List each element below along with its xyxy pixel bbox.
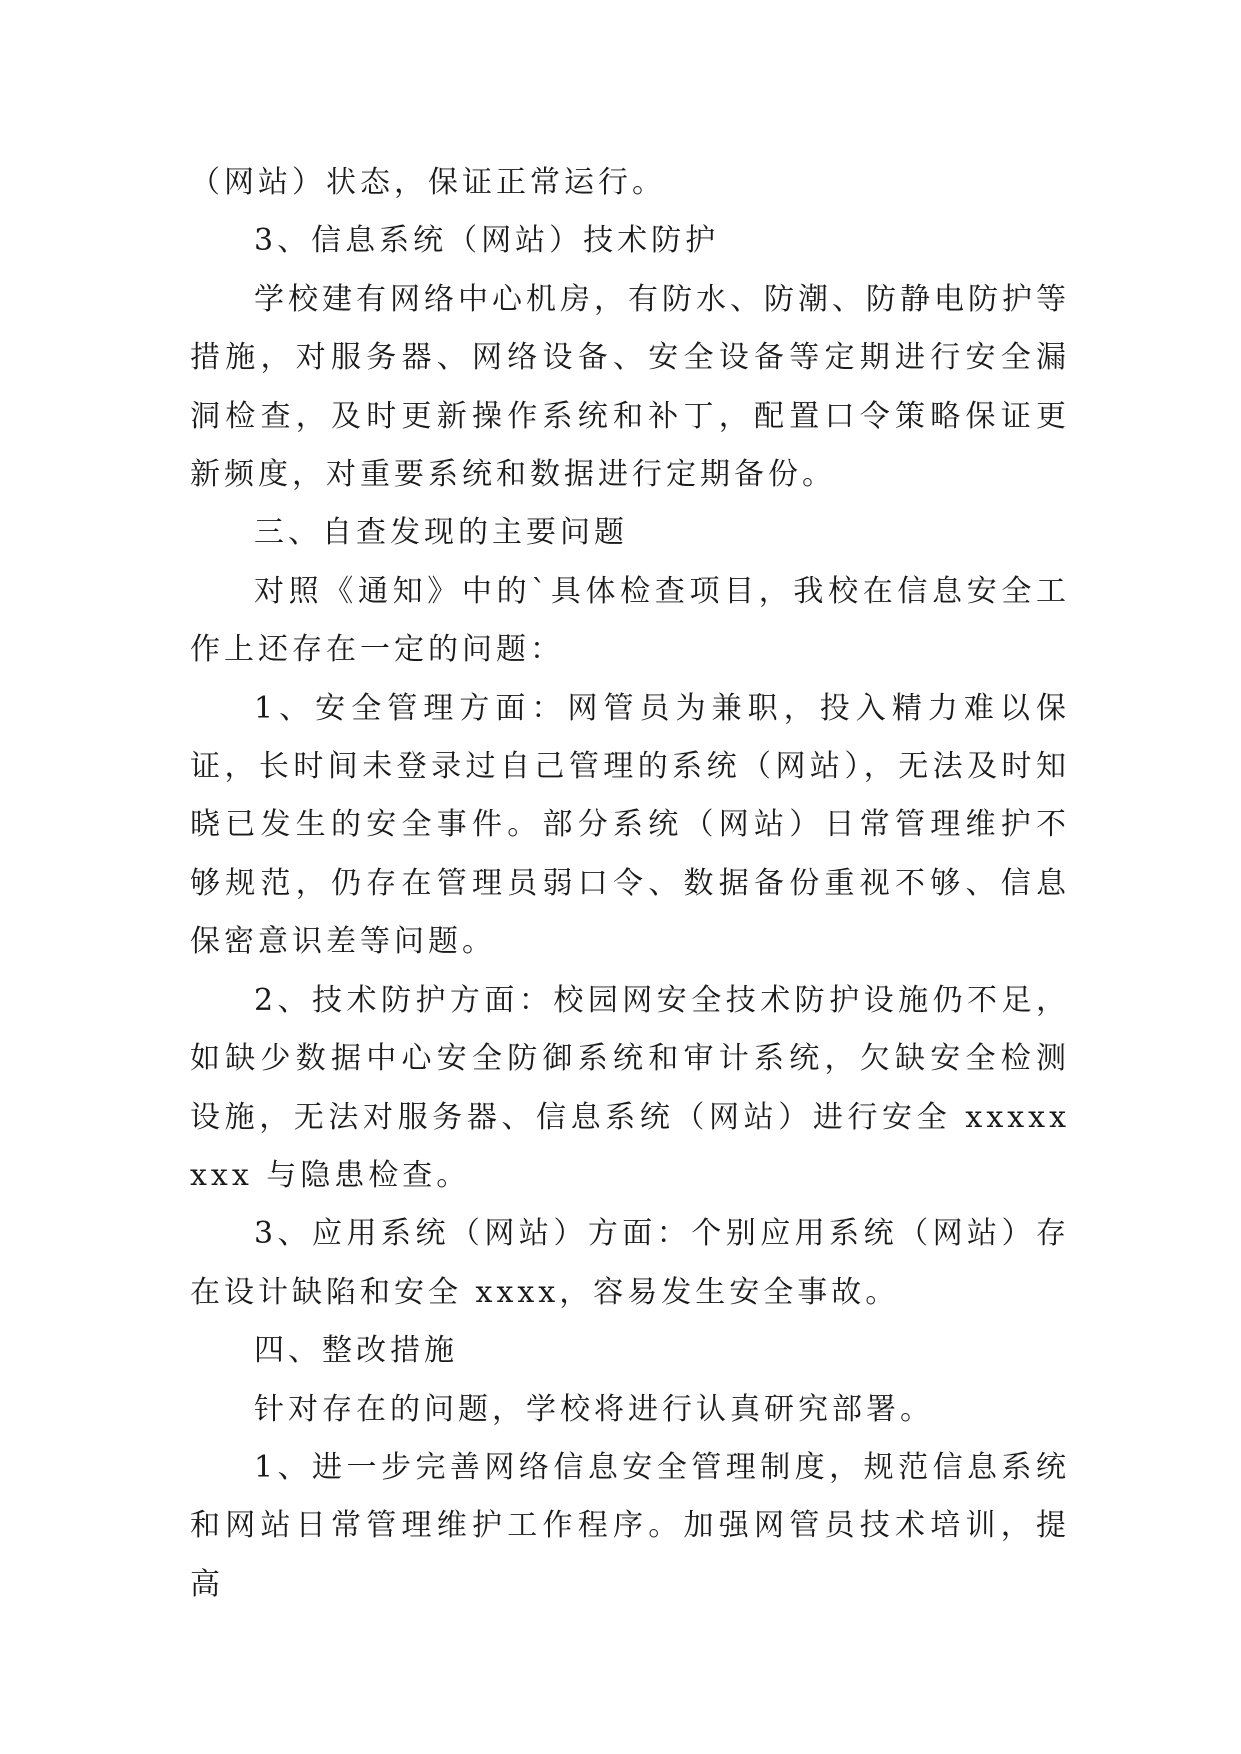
- paragraph-measure-1: 1、进一步完善网络信息安全管理制度，规范信息系统和网站日常管理维护工作程序。加强网管员技术培训，提高: [190, 1449, 1070, 1602]
- paragraph-problems-intro: 对照《通知》中的`具体检查项目，我校在信息安全工作上还存在一定的问题：: [190, 573, 1070, 668]
- heading-technical-protection: 3、信息系统（网站）技术防护: [254, 223, 720, 259]
- heading-rectification-measures: 四、整改措施: [254, 1333, 458, 1369]
- paragraph-continuation: （网站）状态，保证正常运行。: [190, 165, 666, 200]
- heading-main-problems: 三、自查发现的主要问题: [254, 515, 628, 551]
- paragraph-technical-protection-issues: 2、技术防护方面：校园网安全技术防护设施仍不足，如缺少数据中心安全防御系统和审计系统，欠缺安全检测设施，无法对服务器、信息系统（网站）进行安全 xxxxxxxx 与隐患检查。: [190, 982, 1070, 1193]
- paragraph-rectification-intro: 针对存在的问题，学校将进行认真研究部署。: [254, 1391, 934, 1427]
- paragraph-application-systems: 3、应用系统（网站）方面：个别应用系统（网站）存在设计缺陷和安全 xxxx，容易发生安全事故。: [190, 1216, 1070, 1310]
- paragraph-security-management: 1、安全管理方面：网管员为兼职，投入精力难以保证，长时间未登录过自己管理的系统（网站），无法及时知晓已发生的安全事件。部分系统（网站）日常管理维护不够规范，仍存在管理员弱口令、数据备份重视不够、信息保密意识差等问题。: [190, 690, 1070, 960]
- document-body: [190, 154, 1070, 1614]
- paragraph-network-center: 学校建有网络中心机房，有防水、防潮、防静电防护等措施，对服务器、网络设备、安全设备等定期进行安全漏洞检查，及时更新操作系统和补丁，配置口令策略保证更新频度，对重要系统和数据进行定期备份。: [190, 281, 1070, 493]
